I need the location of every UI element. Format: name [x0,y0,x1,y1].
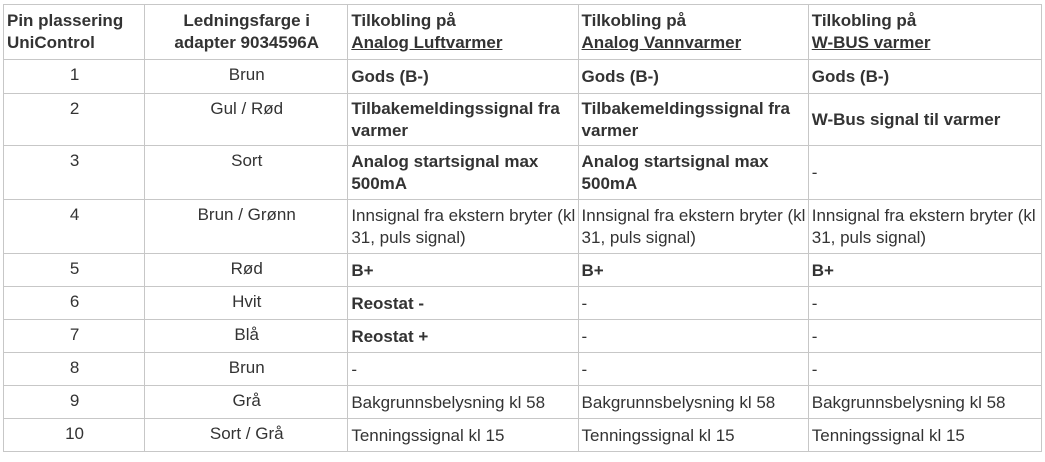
pin-number-cell: 1 [4,60,145,94]
pin-number-cell: 10 [4,419,145,452]
header-wbus-heater [808,5,1041,60]
pin-number-cell: 8 [4,353,145,386]
header-analog-air-heater [348,5,578,60]
table-row [4,200,1042,254]
wire-color-cell: Brun [145,60,348,94]
pin-number-cell: 4 [4,200,145,254]
header-analog-water-heater [578,5,808,60]
header-col3-top: Tilkobling på [351,11,456,30]
pin-number-cell: 5 [4,254,145,287]
wire-color-cell: Sort / Grå [145,419,348,452]
analog-air-heater-cell: Tilbakemeldingssignal fra varmer [348,94,578,146]
table-row [4,60,1042,94]
analog-air-heater-cell: Reostat + [348,320,578,353]
wire-color-cell: Brun [145,353,348,386]
analog-air-heater-cell: Bakgrunnsbelysning kl 58 [348,386,578,419]
wbus-heater-cell: B+ [808,254,1041,287]
header-row [4,5,1042,60]
header-pin-line2: UniControl [7,33,95,52]
wire-color-cell: Gul / Rød [145,94,348,146]
wbus-heater-cell: W-Bus signal til varmer [808,94,1041,146]
analog-water-heater-cell: - [578,353,808,386]
analog-water-heater-cell: Bakgrunnsbelysning kl 58 [578,386,808,419]
analog-air-heater-cell: Innsignal fra ekstern bryter (kl 31, puls signal) [348,200,578,254]
wire-color-cell: Hvit [145,287,348,320]
table-row [4,353,1042,386]
analog-air-heater-cell: Gods (B-) [348,60,578,94]
table-body [4,60,1042,452]
analog-air-heater-cell: Reostat - [348,287,578,320]
header-pin-position [4,5,145,60]
analog-air-heater-cell: B+ [348,254,578,287]
analog-water-heater-cell: - [578,320,808,353]
table-row [4,94,1042,146]
analog-water-heater-cell: Gods (B-) [578,60,808,94]
pin-assignment-table [3,4,1042,452]
wbus-heater-cell: Tenningssignal kl 15 [808,419,1041,452]
wire-color-cell: Sort [145,146,348,200]
table-row [4,287,1042,320]
wbus-heater-cell: - [808,287,1041,320]
link-analog-luftvarmer[interactable]: Analog Luftvarmer [351,33,503,52]
analog-air-heater-cell: Analog startsignal max 500mA [348,146,578,200]
wire-color-cell: Grå [145,386,348,419]
pin-number-cell: 9 [4,386,145,419]
analog-water-heater-cell: Innsignal fra ekstern bryter (kl 31, puls signal) [578,200,808,254]
header-wire-color [145,5,348,60]
header-col4-top: Tilkobling på [581,11,687,30]
analog-water-heater-cell: Tenningssignal kl 15 [578,419,808,452]
table-row [4,320,1042,353]
analog-water-heater-cell: B+ [578,254,808,287]
table-row [4,419,1042,452]
wire-color-cell: Brun / Grønn [145,200,348,254]
header-pin-line1: Pin plassering [7,11,124,30]
link-wbus-varmer[interactable]: W-BUS varmer [811,33,931,52]
link-analog-vannvarmer[interactable]: Analog Vannvarmer [581,33,742,52]
analog-water-heater-cell: Analog startsignal max 500mA [578,146,808,200]
header-wire-line1: Ledningsfarge i [183,11,310,30]
table-row [4,254,1042,287]
pin-number-cell: 2 [4,94,145,146]
analog-air-heater-cell: - [348,353,578,386]
pin-number-cell: 6 [4,287,145,320]
analog-air-heater-cell: Tenningssignal kl 15 [348,419,578,452]
wbus-heater-cell: - [808,320,1041,353]
analog-water-heater-cell: Tilbakemeldingssignal fra varmer [578,94,808,146]
table-row [4,386,1042,419]
table-header [4,5,1042,60]
wire-color-cell: Blå [145,320,348,353]
wbus-heater-cell: Gods (B-) [808,60,1041,94]
analog-water-heater-cell: - [578,287,808,320]
wbus-heater-cell: - [808,353,1041,386]
wire-color-cell: Rød [145,254,348,287]
wbus-heater-cell: - [808,146,1041,200]
pin-number-cell: 7 [4,320,145,353]
pin-number-cell: 3 [4,146,145,200]
header-wire-line2: adapter 9034596A [174,33,320,52]
table-row [4,146,1042,200]
wbus-heater-cell: Innsignal fra ekstern bryter (kl 31, puls signal) [808,200,1041,254]
wbus-heater-cell: Bakgrunnsbelysning kl 58 [808,386,1041,419]
header-col5-top: Tilkobling på [811,11,917,30]
